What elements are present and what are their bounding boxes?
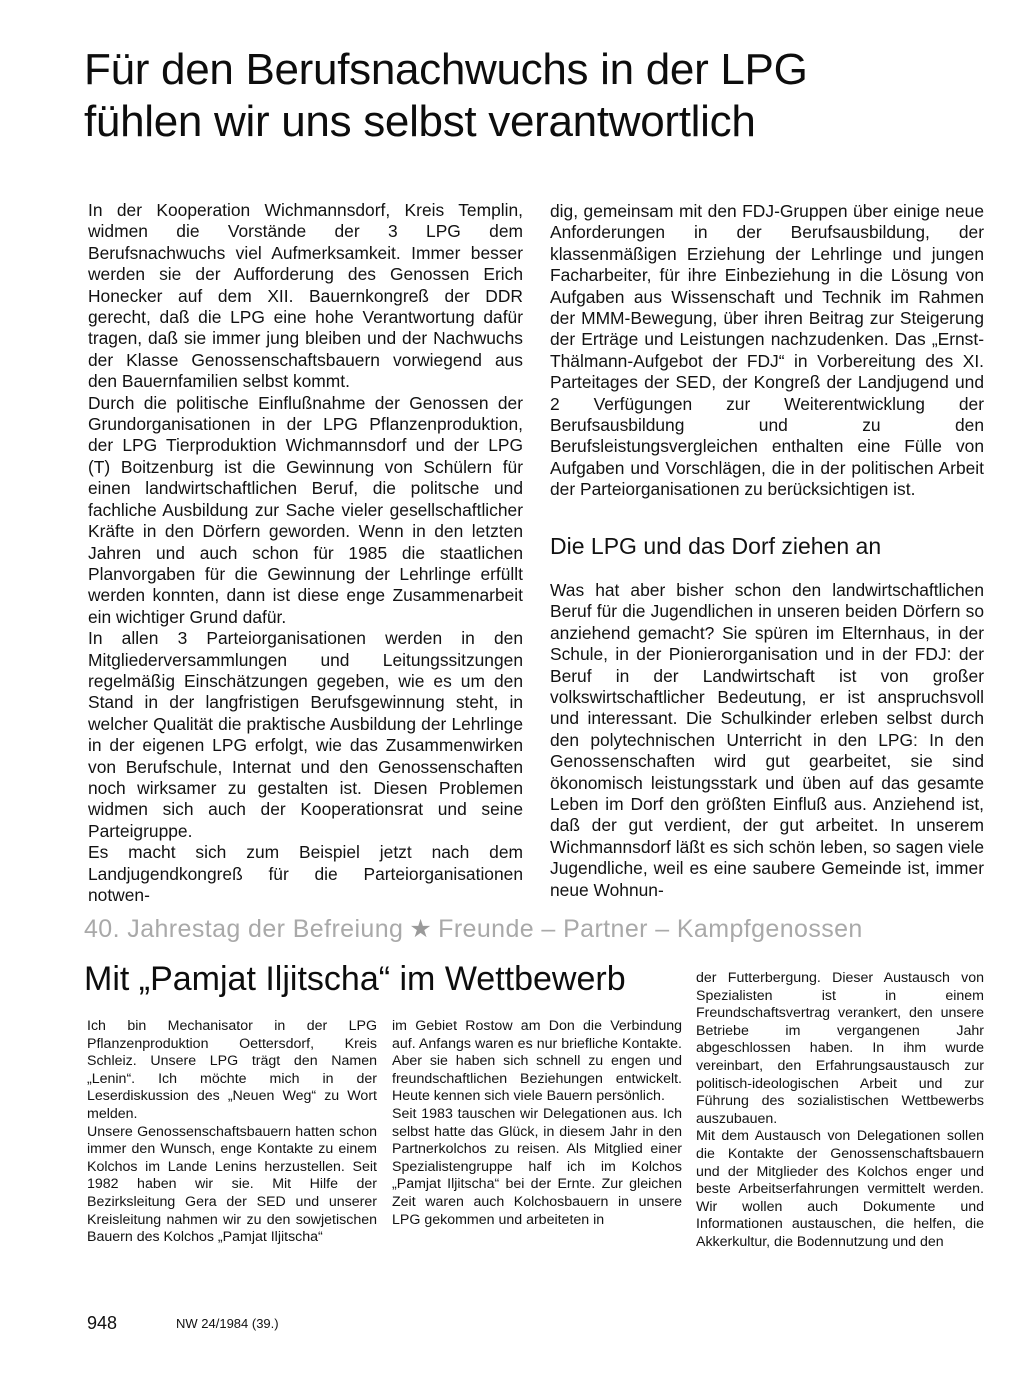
article-column-2 [550,201,984,501]
article-column-1 [88,200,523,906]
paragraph: Was hat aber bisher schon den landwirtschaftlichen Beruf für die Jugendlichen in unseren beiden Dörfern so anziehend gemacht? Sie spüren im Elternhaus, in der Schule, in der Pionierorganisation und in der FDJ: der Beruf in der Landwirtschaft ist von großer volkswirtschaftlicher Bedeutung, er ist anspruchsvoll und interessant. Die Schulkinder erleben selbst durch den polytechnischen Unterricht in den LPG: In den Genossenschaften wird gut gearbeitet, sie sind ökonomisch leistungsstark und üben auf das gesamte Leben im Dorf den größten Einfluß aus. Anziehend ist, daß der gut verdient, der gut arbeitet. In unserem Wichmannsdorf läßt es sich schön leben, so sagen viele Jugendliche, weil es eine saubere Gemeinde ist, immer neue Wohnun- [550,580,984,900]
section-subheading: Die LPG und das Dorf ziehen an [550,533,882,559]
page-number: 948 [87,1313,118,1333]
issue-label: NW 24/1984 (39.) [176,1316,279,1331]
article-2-column-2 [392,1018,682,1229]
star-icon: ★ [409,915,433,943]
paragraph: Es macht sich zum Beispiel jetzt nach dem Landjugendkongreß für die Parteiorganisationen notwen- [88,842,523,905]
paragraph: In der Kooperation Wichmannsdorf, Kreis Templin, widmen die Vorstände der 3 LPG dem Berufsnachwuchs viel Aufmerksamkeit. Immer besser werden sie der Aufforderung des Genossen Erich Honecker auf dem XII. Bauernkongreß der DDR gerecht, daß die LPG eine hohe Verantwortung dafür tragen, daß sie immer jung bleiben und der Nachwuchs der Klasse Genossenschaftsbauern vorwiegend aus den Bauernfamilien selbst kommt. [88,200,523,392]
paragraph: Ich bin Mechanisator in der LPG Pflanzenproduktion Oettersdorf, Kreis Schleiz. Unsere LPG trägt den Namen „Lenin“. Ich möchte mich in der Leserdiskussion des „Neuen Weg“ zu Wort melden. [87,1018,377,1122]
paragraph: Durch die politische Einflußnahme der Genossen der Grundorganisationen in der LPG Pflanzenproduktion, der LPG Tierproduktion Wichmannsdorf und der LPG (T) Boitzenburg ist die Gewinnung von Schülern für einen landwirtschaftlichen Beruf, die politsche und fachliche Ausbildung zur Sache vieler gesellschaftlicher Kräfte in den Dörfern geworden. Wenn in den letzten Jahren und auch schon für 1985 die staatlichen Planvorgaben für die Gewinnung der Lehrlinge erfüllt werden konnten, dann ist diese enge Zusammenarbeit ein wichtiger Grund dafür. [88,392,523,627]
paragraph: dig, gemeinsam mit den FDJ-Gruppen über einige neue Anforderungen in der Berufsausbildung, der klassenmäßigen Erziehung der Lehrlinge und jungen Facharbeiter, für ihre Einbeziehung in die Lösung von Aufgaben aus Wissenschaft und Technik im Rahmen der MMM-Bewegung, über ihren Beitrag zur Steigerung der Erträge und Leistungen nachzudenken. Das „Ernst-Thälmann-Aufgebot der FDJ“ in Vorbereitung des XI. Parteitages der SED, der Kongreß der Landjugend und 2 Verfügungen zur Weiterentwicklung der Berufsausbildung und zu den Berufsleistungsvergleichen enthalten eine Fülle von Aufgaben und Vorschlägen, die in der politischen Arbeit der Parteiorganisationen zu berücksichtigen ist. [550,201,984,500]
article-2-column-1 [87,1018,377,1247]
headline-line-2: fühlen wir uns selbst verantwortlich [84,97,756,146]
paragraph: Mit dem Austausch von Delegationen sollen die Kontakte der Genossenschaftsbauern und der Mitglieder des Kolchos enger und beste Arbeitserfahrungen vermittelt werden. Wir wollen auch Dokumente und Informationen austauschen, die helfen, die Akkerkultur, die Bodennutzung und den [696,1128,984,1250]
banner-text-right: Freunde – Partner – Kampfgenossen [438,915,863,943]
paragraph: Unsere Genossenschaftsbauern hatten schon immer den Wunsch, enge Kontakte zu einem Kolchos im Lande Lenins herzustellen. Seit 1982 haben wir sie. Mit Hilfe der Bezirksleitung Gera der SED und unserer Kreisleitung nahmen wir zu den sowjetischen Bauern des Kolchos „Pamjat Iljitscha“ [87,1123,377,1246]
paragraph: im Gebiet Rostow am Don die Verbindung auf. Anfangs waren es nur briefliche Kontakte. Aber sie haben sich schnell zu engen und freundschaftlichen Beziehungen entwickelt. Heute kennen sich viele Bauern persönlich. [392,1018,682,1105]
headline-line-1: Für den Berufsnachwuchs in der LPG [84,45,808,94]
article-2-column-3 [696,970,984,1252]
paragraph: der Futterbergung. Dieser Austausch von Spezialisten ist in einem Freundschaftsvertrag verankert, den unsere Betriebe im vergangenen Jahr abgeschlossen haben. In ihm wurde vereinbart, den Erfahrungsaustausch zur politisch-ideologischen Arbeit und zur Führung des sozialistischen Wettbewerbs auszubauen. [696,970,984,1127]
article-headline [84,44,984,148]
banner-text-left: 40. Jahrestag der Befreiung [84,915,404,943]
article-2-headline: Mit „Pamjat Iljitscha“ im Wettbewerb [84,960,626,998]
section-banner [84,914,984,944]
article-column-2-continued [550,580,984,901]
paragraph: Seit 1983 tauschen wir Delegationen aus. Ich selbst hatte das Glück, in diesem Jahr in den Partnerkolchos zu reisen. Als Mitglied einer Spezialistengruppe half ich im Kolchos „Pamjat Iljitscha“ bei der Ernte. Zur gleichen Zeit waren auch Kolchosbauern in unsere LPG gekommen und arbeiteten in [392,1105,682,1228]
paragraph: In allen 3 Parteiorganisationen werden in den Mitgliederversammlungen und Leitungssitzungen regelmäßig Einschätzungen gegeben, wie es um den Stand in der langfristigen Berufsgewinnung steht, in welcher Qualität die praktische Ausbildung der Lehrlinge in der eigenen LPG erfolgt, wie das Zusammenwirken von Berufschule, Internat und den Genossenschaften noch wirksamer zu gestalten ist. Diesen Problemen widmen sich auch der Kooperationsrat und seine Parteigruppe. [88,628,523,841]
